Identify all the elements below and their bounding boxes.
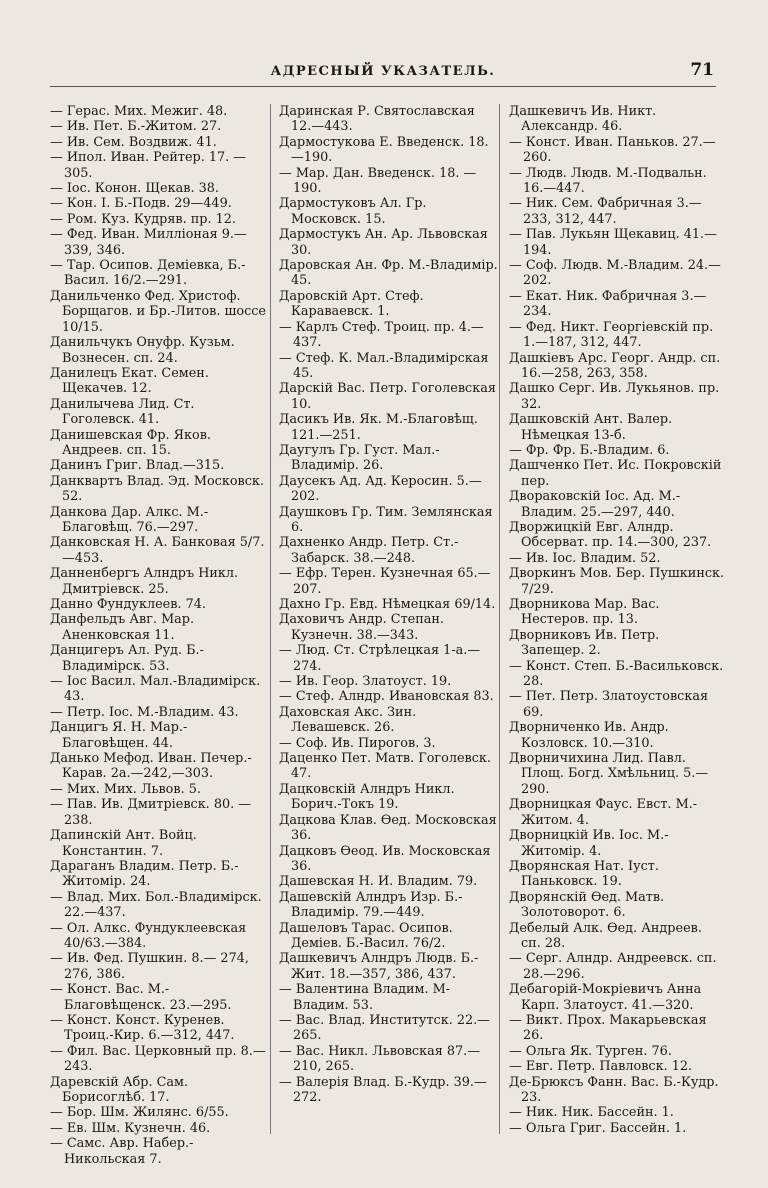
- directory-entry: — Екат. Ник. Фабричная 3.—234.: [509, 288, 707, 320]
- directory-entry: — Фил. Вас. Церковный пр. 8.—243.: [50, 1043, 266, 1075]
- directory-entry: — Стеф. Алндр. Ивановская 83.: [279, 689, 494, 705]
- directory-entry: — Серг. Алндр. Андреевск. сп. 28.—296.: [509, 951, 717, 982]
- directory-entry: Данишевская Фр. Яков. Андреев. сп. 15.: [50, 427, 211, 458]
- directory-entry: — Петр. Іос. М.-Владим. 43.: [50, 704, 239, 720]
- directory-entry: — Ипол. Иван. Рейтер. 17. —305.: [50, 150, 247, 181]
- directory-entry: Дашковскій Ант. Валер. Нѣмецкая 13-б.: [509, 412, 673, 443]
- directory-entry: Двораковскій Іос. Ад. М.-Владим. 25.—297, 440.: [509, 489, 681, 520]
- directory-entry: — Самс. Авр. Набер.-Никольская 7.: [50, 1136, 194, 1167]
- directory-entry: Даценко Пет. Матв. Гоголевск. 47.: [279, 751, 491, 782]
- directory-entry: — Конст. Степ. Б.-Васильковск. 28.: [509, 658, 724, 690]
- directory-entry: Даровская Ан. Фр. М.-Владимір. 45.: [279, 258, 498, 289]
- directory-entry: Дворниковъ Ив. Петр. Запещер. 2.: [509, 627, 660, 659]
- directory-entry: Дацковъ Ѳеод. Ив. Московская 36.: [279, 843, 491, 874]
- directory-entry: — Ив. Фед. Пушкин. 8.— 274, 276, 386.: [50, 951, 249, 982]
- directory-entry: — Влад. Мих. Бол.-Владимірск. 22.—437.: [50, 889, 262, 921]
- directory-entry: Дарскій Вас. Петр. Гоголевская 10.: [279, 381, 496, 412]
- directory-entry: Дворниченко Ив. Андр. Козловск. 10.—310.: [509, 720, 669, 751]
- directory-entry: — Конст. Конст. Куренев. Троиц.-Кир. 6.—312, 447.: [50, 1012, 235, 1044]
- directory-entry: Дворкинъ Мов. Бер. Пушкинск. 7/29.: [509, 566, 725, 597]
- directory-entry: — Стеф. К. Мал.-Владимірская 45.: [279, 350, 489, 381]
- directory-entry: — Ольга Як. Турген. 76.: [509, 1043, 672, 1059]
- directory-entry: — Мар. Дан. Введенск. 18. —190.: [279, 165, 477, 197]
- directory-entry: Дахно Гр. Евд. Нѣмецкая 69/14.: [279, 597, 496, 612]
- directory-entry: — Ив. Пет. Б.-Житом. 27.: [50, 119, 222, 135]
- directory-entry: Дворничихина Лид. Павл. Площ. Богд. Хмѣльниц. 5.—290.: [509, 751, 709, 797]
- directory-entry: Дармостуковъ Ал. Гр. Московск. 15.: [279, 196, 427, 227]
- directory-entry: Дашевскій Алндръ Изр. Б.-Владимір. 79.—449.: [279, 889, 463, 921]
- directory-entry: — Ив. Сем. Воздвиж. 41.: [50, 134, 217, 150]
- directory-entry: — Ольга Григ. Бассейн. 1.: [509, 1120, 687, 1136]
- directory-entry: — Евг. Петр. Павловск. 12.: [509, 1059, 693, 1075]
- directory-entry: Данненбергъ Алндръ Никл. Дмитріевск. 25.: [50, 566, 239, 597]
- directory-entry: — Іос Васил. Мал.-Владимірск. 43.: [50, 674, 261, 705]
- directory-column-1: [50, 104, 270, 1167]
- directory-entry: — Тар. Осипов. Деміевка, Б.-Васил. 16/2.—291.: [50, 258, 246, 289]
- directory-entry: Дацкова Клав. Ѳед. Московская 36.: [279, 812, 497, 844]
- directory-entry: — Конст. Вас. М.-Благовѣщенск. 23.—295.: [50, 982, 232, 1013]
- directory-entry: Дворницкій Ив. Іос. М.-Житомір. 4.: [509, 828, 669, 859]
- directory-entry: Дармостукъ Ан. Ар. Львовская 30.: [279, 227, 488, 258]
- directory-entry: — Ефр. Терен. Кузнечная 65.—207.: [279, 566, 491, 597]
- directory-entry: — Соф. Людв. М.-Владим. 24.—202.: [509, 258, 721, 289]
- directory-entry: Данильченко Фед. Христоф. Борщагов. и Бр.-Литов. шоссе 10/15.: [50, 288, 267, 335]
- directory-entry: Даушковъ Гр. Тим. Землянская 6.: [279, 504, 493, 535]
- directory-entry: Дахненко Андр. Петр. Ст.-Забарск. 38.—248.: [279, 535, 459, 566]
- page-header: [50, 58, 716, 87]
- directory-entry: Де-Брюксъ Фанн. Вас. Б.-Кудр. 23.: [509, 1074, 719, 1105]
- directory-entry: Дашевская Н. И. Владим. 79.: [279, 874, 478, 890]
- directory-entry: — Герас. Мих. Межиг. 48.: [50, 104, 228, 119]
- directory-entry: Данильчукъ Онуфр. Кузьм. Вознесен. сп. 24.: [50, 335, 235, 366]
- directory-entry: — Ник. Ник. Бассейн. 1.: [509, 1105, 674, 1121]
- directory-entry: Даревскій Абр. Сам. Борисоглѣб. 17.: [50, 1074, 189, 1105]
- column-divider: [499, 104, 500, 1134]
- directory-entry: Дворянскій Ѳед. Матв. Золотоворот. 6.: [509, 889, 665, 921]
- directory-entry: Даховичъ Андр. Степан. Кузнечн. 38.—343.: [279, 612, 444, 643]
- directory-entry: Дасикъ Ив. Як. М.-Благовѣщ. 121.—251.: [279, 412, 478, 443]
- directory-entry: Даховская Акс. Зин. Левашевск. 26.: [279, 704, 417, 736]
- directory-entry: — Вас. Никл. Львовская 87.—210, 265.: [279, 1043, 480, 1075]
- directory-entry: — Фед. Иван. Миллiоная 9.—339, 346.: [50, 227, 247, 258]
- directory-entry: Дараганъ Владим. Петр. Б.-Житомір. 24.: [50, 858, 239, 890]
- page-title: АДРЕСНЫЙ УКАЗАТЕЛЬ.: [270, 64, 496, 79]
- directory-entry: Данцигеръ Ал. Руд. Б.-Владимірск. 53.: [50, 643, 204, 674]
- directory-entry: Даусекъ Ад. Ад. Керосин. 5.—202.: [279, 473, 482, 505]
- directory-entry: Данфельдъ Авг. Мар. Аненковская 11.: [50, 612, 195, 643]
- directory-entry: Дворжицкій Евг. Алндр. Обсерват. пр. 14.—300, 237.: [509, 519, 712, 551]
- directory-entry: Даугулъ Гр. Густ. Мал.-Владимір. 26.: [279, 442, 440, 474]
- directory-entry: Дармостукова Е. Введенск. 18.—190.: [279, 134, 489, 166]
- directory-entry: Данилецъ Екат. Семен. Щекачев. 12.: [50, 365, 209, 397]
- directory-entry: Данько Мефод. Иван. Печер.-Карав. 2а.—242,—303.: [50, 751, 252, 782]
- directory-entry: Дацковскій Алндръ Никл. Борич.-Токъ 19.: [279, 781, 455, 813]
- directory-entry: — Ник. Сем. Фабричная 3.—233, 312, 447.: [509, 196, 702, 227]
- directory-entry: — Валентина Владим. М-Владим. 53.: [279, 982, 451, 1013]
- directory-entry: Дашкевичъ Ив. Никт. Александр. 46.: [509, 104, 657, 135]
- directory-entry: Дебагорій-Мокріевичъ Анна Карп. Златоуст. 41.—320.: [509, 982, 702, 1013]
- directory-entry: — Конст. Иван. Паньков. 27.—260.: [509, 134, 716, 166]
- directory-entry: — Ром. Куз. Кудряв. пр. 12.: [50, 211, 236, 227]
- directory-entry: Данилычева Лид. Ст. Гоголевск. 41.: [50, 396, 195, 428]
- directory-entry: — Ев. Шм. Кузнечн. 46.: [50, 1120, 211, 1136]
- directory-entry: — Фед. Никт. Георгіевскій пр. 1.—187, 312, 447.: [509, 319, 714, 351]
- directory-entry: — Карлъ Стеф. Троиц. пр. 4.—437.: [279, 319, 484, 351]
- directory-entry: — Іос. Конон. Щекав. 38.: [50, 181, 219, 197]
- directory-entry: — Фр. Фр. Б.-Владим. 6.: [509, 442, 670, 458]
- directory-entry: Дебелый Алк. Ѳед. Андреев. сп. 28.: [509, 920, 702, 951]
- directory-entry: Дапинскій Ант. Войц. Константин. 7.: [50, 828, 197, 859]
- directory-entry: Дворницкая Фаус. Евст. М.-Житом. 4.: [509, 797, 698, 828]
- directory-entry: — Пав. Ив. Дмитріевск. 80. —238.: [50, 797, 252, 828]
- directory-entry: Данно Фундуклеев. 74.: [50, 597, 206, 612]
- directory-entry: Дворянская Нат. Іуст. Паньковск. 19.: [509, 858, 659, 890]
- directory-entry: Данкова Дар. Алкс. М.-Благовѣщ. 76.—297.: [50, 504, 209, 535]
- directory-entry: — Бор. Шм. Жилянс. 6/55.: [50, 1105, 229, 1121]
- directory-entry: Дашеловъ Тарас. Осипов. Деміев. Б.-Васил. 76/2.: [279, 920, 453, 951]
- column-divider: [270, 104, 271, 1134]
- directory-entry: — Валерія Влад. Б.-Кудр. 39.—272.: [279, 1074, 487, 1105]
- page-number: 71: [690, 60, 714, 80]
- directory-entry: — Вас. Влад. Институтск. 22.—265.: [279, 1012, 490, 1044]
- directory-entry: Дашченко Пет. Ис. Покровскій пер.: [509, 458, 722, 489]
- directory-entry: Дашкіевъ Арс. Георг. Андр. сп. 16.—258, 263, 358.: [509, 350, 721, 381]
- directory-entry: Дашко Серг. Ив. Лукьянов. пр. 32.: [509, 381, 720, 412]
- directory-entry: Данцигъ Я. Н. Мар.-Благовѣщен. 44.: [50, 720, 188, 751]
- directory-entry: — Ол. Алкс. Фундуклеевская 40/63.—384.: [50, 920, 247, 951]
- directory-entry: — Люд. Ст. Стрѣлецкая 1-а.—274.: [279, 643, 481, 674]
- directory-entry: — Ив. Іос. Владим. 52.: [509, 550, 661, 566]
- directory-entry: Дашкевичъ Алндръ Людв. Б.-Жит. 18.—357, 386, 437.: [279, 951, 479, 982]
- directory-column-3: [509, 104, 725, 1136]
- directory-entry: Даринская Р. Святославская 12.—443.: [279, 104, 475, 135]
- directory-entry: — Соф. Ив. Пирогов. 3.: [279, 735, 436, 751]
- directory-entry: Данинъ Григ. Влад.—315.: [50, 458, 225, 474]
- directory-entry: — Людв. Людв. М.-Подвальн. 16.—447.: [509, 165, 707, 197]
- directory-entry: Дворникова Мар. Вас. Нестеров. пр. 13.: [509, 597, 660, 628]
- directory-entry: — Пав. Лукьян Щекавиц. 41.—194.: [509, 227, 717, 258]
- directory-entry: Данковская Н. А. Банковая 5/7.—453.: [50, 535, 265, 566]
- directory-entry: — Пет. Петр. Златоустовская 69.: [509, 689, 709, 720]
- directory-entry: Данквартъ Влад. Эд. Московск. 52.: [50, 473, 264, 505]
- directory-entry: — Мих. Мих. Львов. 5.: [50, 781, 201, 797]
- directory-entry: — Ив. Геор. Златоуст. 19.: [279, 674, 452, 690]
- directory-entry: — Викт. Прох. Макарьевская 26.: [509, 1012, 707, 1044]
- directory-column-2: [279, 104, 499, 1105]
- directory-entry: Даровскій Арт. Стеф. Караваевск. 1.: [279, 288, 424, 320]
- directory-entry: — Кон. І. Б.-Подв. 29—449.: [50, 196, 232, 212]
